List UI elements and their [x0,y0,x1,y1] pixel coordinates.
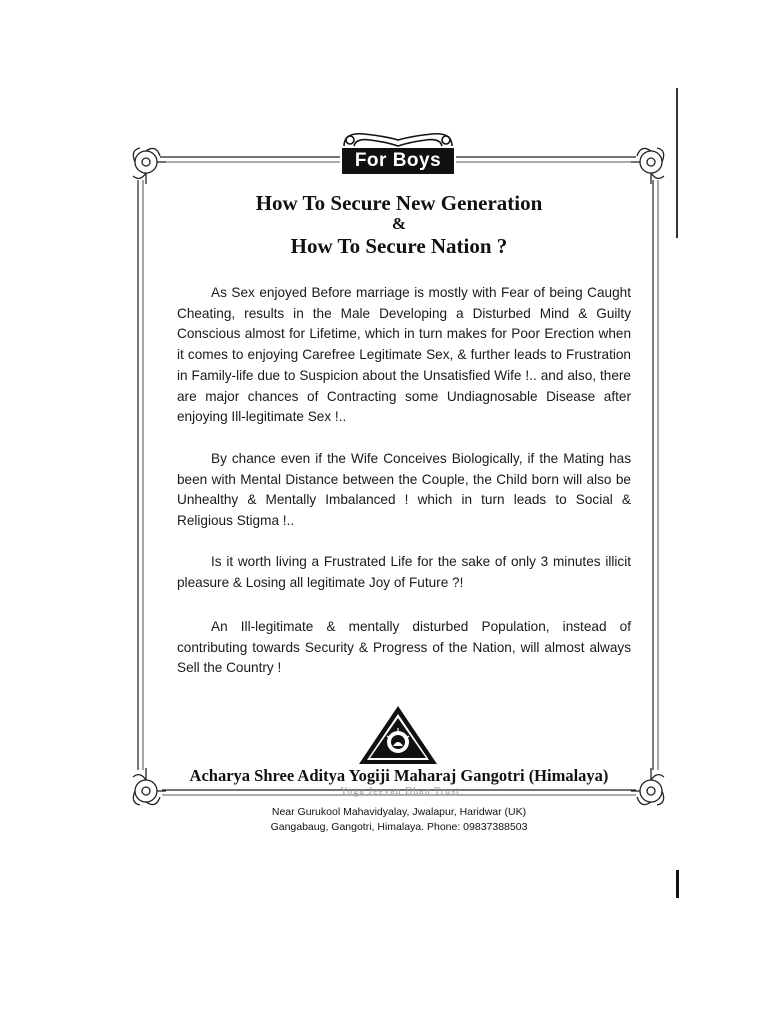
author-name: Acharya Shree Aditya Yogiji Maharaj Gangotri (Himalaya) [189,766,609,785]
paragraph-text: An Ill-legitimate & mentally disturbed Population, instead of contributing towards Security & Progress of the Nation, will almost always Sell the Country ! [177,619,631,676]
for-boys-badge [336,126,460,178]
address-line-1: Near Gurukool Mahavidyalay, Jwalapur, Haridwar (UK) [271,806,527,818]
heading-line-2: How To Secure Nation ? [290,234,508,258]
corner-ornament-top-right [631,148,664,184]
scroll-ornament-icon [336,126,460,150]
paragraph-1 [177,283,631,428]
corner-ornament-top-left [133,148,166,184]
triangle-emblem-icon [357,704,439,766]
badge-label: For Boys [342,148,454,174]
paragraph-3 [177,552,631,593]
paragraph-text: Is it worth living a Frustrated Life for the sake of only 3 minutes illicit pleasure & Losing all legitimate Joy of Future ?! [177,554,631,590]
paragraph-2 [177,449,631,532]
heading-line-1: How To Secure New Generation [255,191,543,215]
paragraph-text: By chance even if the Wife Conceives Biologically, if the Mating has been with Mental Distance between the Couple, the Child born will also be Unhealthy & Mentally Imbalanced ! which in turn leads to Social & Religious Stigma !.. [177,451,631,529]
heading-ampersand: & [391,214,407,233]
faded-trust-text: Yoga Jeevan Dhan Trust [340,786,460,797]
paragraph-4 [177,617,631,679]
address-line-2: Gangabaug, Gangotri, Himalaya. Phone: 09837388503 [270,821,528,833]
paragraph-text: As Sex enjoyed Before marriage is mostly with Fear of being Caught Cheating, results in the Male Developing a Disturbed Mind & Guilty Conscious almost for Lifetime, which in turn makes for Poor Erection when it comes to enjoying Carefree Legitimate Sex, & further leads to Frustration in Family-life due to Suspicion about the Unsatisfied Wife !.. and also, there are major chances of Contracting some Undiagnosable Disease after enjoying Ill-legitimate Sex !.. [177,285,631,425]
